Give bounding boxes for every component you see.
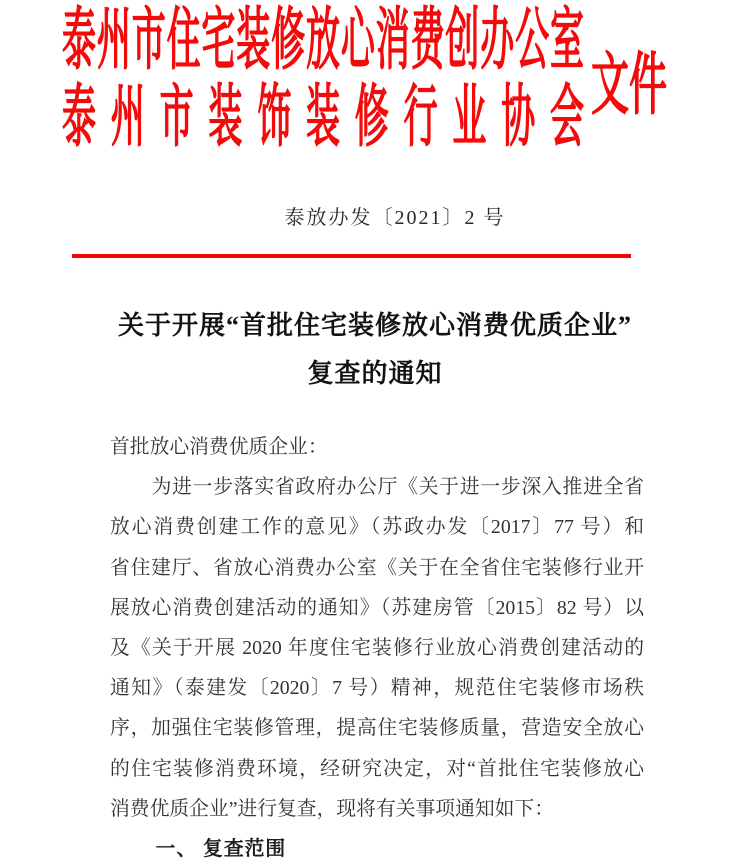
body-line: 消费优质企业”进行复查，现将有关事项通知如下： (110, 797, 554, 820)
body-line: 及《关于开展 2020 年度住宅装修行业放心消费创建活动的 (110, 636, 644, 659)
document-title (0, 302, 750, 398)
body-line: 省住建厅、省放心消费办公室《关于在全省住宅装修行业开 (110, 556, 644, 579)
red-divider-line (72, 254, 631, 258)
body-line: 通知》（泰建发〔2020〕7 号）精神，规范住宅装修市场秩 (110, 677, 644, 700)
salutation-line: 首批放心消费优质企业： (110, 436, 328, 458)
document-title-line-1: 关于开展“首批住宅装修放心消费优质企业” (117, 311, 632, 340)
body-line: 展放心消费创建活动的通知》（苏建房管〔2015〕82 号）以 (110, 596, 644, 619)
section-heading-1: 一、 复查范围 (155, 837, 287, 860)
body-line: 放心消费创建工作的意见》（苏政办发〔2017〕77 号）和 (110, 516, 644, 539)
body-line: 序，加强住宅装修管理，提高住宅装修质量，营造安全放心 (110, 717, 644, 740)
document-title-line-2: 复查的通知 (307, 359, 443, 388)
letterhead-document-suffix: 文件 (591, 48, 668, 124)
document-number: 泰放办发〔2021〕2 号 (284, 207, 506, 229)
body-line: 为进一步落实省政府办公厅《关于进一步深入推进全省 (151, 476, 644, 499)
org-name-line-2: 泰州市装饰装修行业协会 (62, 82, 584, 156)
org-name-line-1: 泰州市住宅装修放心消费创办公室 (62, 5, 584, 79)
document-body (110, 427, 644, 861)
body-line: 的住宅装修消费环境，经研究决定，对“首批住宅装修放心 (110, 757, 644, 780)
